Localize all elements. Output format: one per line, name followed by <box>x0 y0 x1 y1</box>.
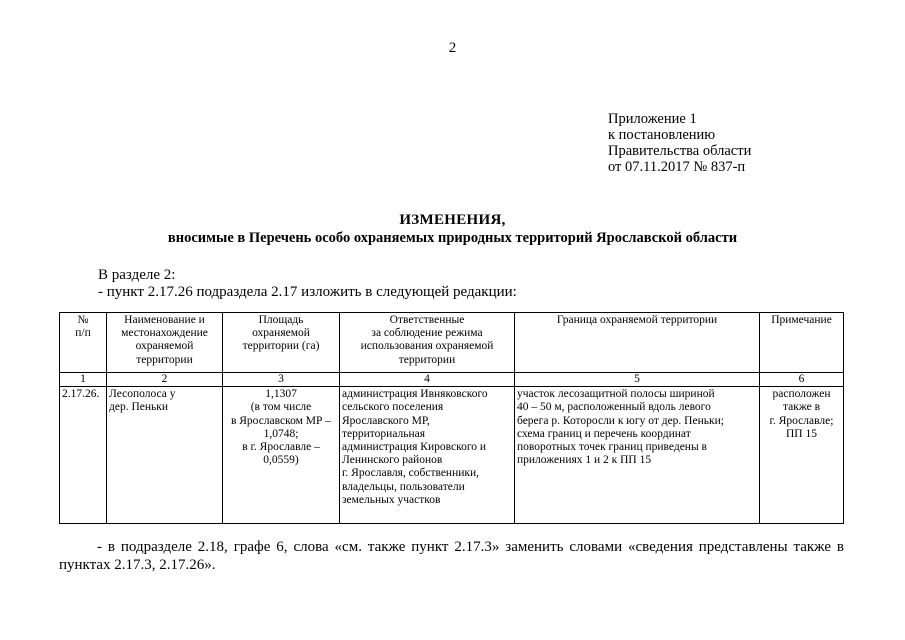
table-row <box>60 387 844 524</box>
cell-number: 2.17.26. <box>60 387 107 524</box>
cell-line: дер. Пеньки <box>109 401 169 414</box>
protected-territories-table <box>59 312 844 524</box>
document-subtitle: вносимые в Перечень особо охраняемых природных территорий Ярославской области <box>167 230 738 246</box>
appendix-line: Приложение 1 <box>608 111 697 127</box>
header-border <box>515 313 760 373</box>
cell-line: 1,1307 <box>265 388 297 401</box>
document-title: ИЗМЕНЕНИЯ, <box>399 212 506 228</box>
column-number: 6 <box>760 373 844 387</box>
table-header-row <box>60 313 844 373</box>
header-text: охраняемой <box>135 340 194 353</box>
cell-area <box>223 387 340 524</box>
header-text: территории <box>398 353 456 366</box>
header-area <box>223 313 340 373</box>
header-text: территории (га) <box>242 340 320 353</box>
header-text: п/п <box>75 327 91 340</box>
cell-line: администрация Кировского и <box>342 441 487 454</box>
header-number <box>60 313 107 373</box>
header-text: Ответственные <box>389 314 465 326</box>
cell-line: Ленинского районов <box>342 454 443 467</box>
cell-note <box>760 387 844 524</box>
cell-line: приложениях 1 и 2 к ПП 15 <box>517 454 652 467</box>
cell-line: в г. Ярославле – <box>242 441 320 454</box>
header-text: Площадь <box>258 314 304 326</box>
cell-line: в Ярославском МР – <box>230 414 332 427</box>
appendix-line: от 07.11.2017 № 837-п <box>608 159 746 175</box>
cell-line: администрация Ивняковского <box>342 388 488 401</box>
header-text: за соблюдение режима <box>371 327 483 340</box>
cell-line: поворотных точек границ приведены в <box>517 441 707 454</box>
page-number: 2 <box>448 40 457 56</box>
appendix-reference <box>608 111 751 175</box>
header-note <box>760 313 844 373</box>
cell-line: земельных участков <box>342 493 441 506</box>
header-text: охраняемой <box>252 327 310 340</box>
cell-line: (в том числе <box>250 401 312 414</box>
header-text: Наименование и <box>124 314 205 326</box>
cell-line: сельского поселения <box>342 401 444 414</box>
column-number: 3 <box>223 373 340 387</box>
section-reference: В разделе 2: <box>98 267 176 283</box>
column-number: 1 <box>60 373 107 387</box>
cell-responsible <box>340 387 515 524</box>
cell-line: Ярославского МР, <box>342 414 430 427</box>
amendment-paragraph: - в подразделе 2.18, графе 6, слова «см. также пункт 2.17.3» заменить словами «сведения представлены также в пунктах 2.17.3, 2.17.26». <box>59 539 844 573</box>
header-responsible <box>340 313 515 373</box>
header-name <box>107 313 223 373</box>
cell-line: 0,0559) <box>263 454 299 467</box>
cell-line: Лесополоса у <box>109 388 176 401</box>
column-number: 5 <box>515 373 760 387</box>
column-number: 2 <box>107 373 223 387</box>
header-text: Примечание <box>771 314 832 326</box>
appendix-line: к постановлению <box>608 127 716 143</box>
cell-line: расположен <box>772 388 831 401</box>
item-instruction: - пункт 2.17.26 подраздела 2.17 изложить в следующей редакции: <box>98 284 517 300</box>
cell-line: ПП 15 <box>786 427 817 440</box>
cell-line: г. Ярославля, собственники, <box>342 467 480 480</box>
header-text: местонахождение <box>121 327 208 340</box>
cell-line: схема границ и перечень координат <box>517 427 691 440</box>
header-text: территории <box>136 353 193 366</box>
cell-line: владельцы, пользователи <box>342 480 465 493</box>
header-text: использования охраняемой <box>360 340 494 353</box>
cell-line: также в <box>782 401 821 414</box>
cell-line: 1,0748; <box>263 427 299 440</box>
appendix-line: Правительства области <box>608 143 752 159</box>
header-text: № <box>77 314 89 326</box>
header-text: Граница охраняемой территории <box>556 314 718 326</box>
cell-line: г. Ярославле; <box>769 414 834 427</box>
cell-name <box>107 387 223 524</box>
column-number-row <box>60 373 844 387</box>
cell-line: участок лесозащитной полосы шириной <box>517 388 715 401</box>
cell-line: берега р. Которосли к югу от дер. Пеньки; <box>517 414 724 427</box>
cell-line: 40 – 50 м, расположенный вдоль левого <box>517 401 711 414</box>
cell-border <box>515 387 760 524</box>
cell-line: территориальная <box>342 427 426 440</box>
column-number: 4 <box>340 373 515 387</box>
